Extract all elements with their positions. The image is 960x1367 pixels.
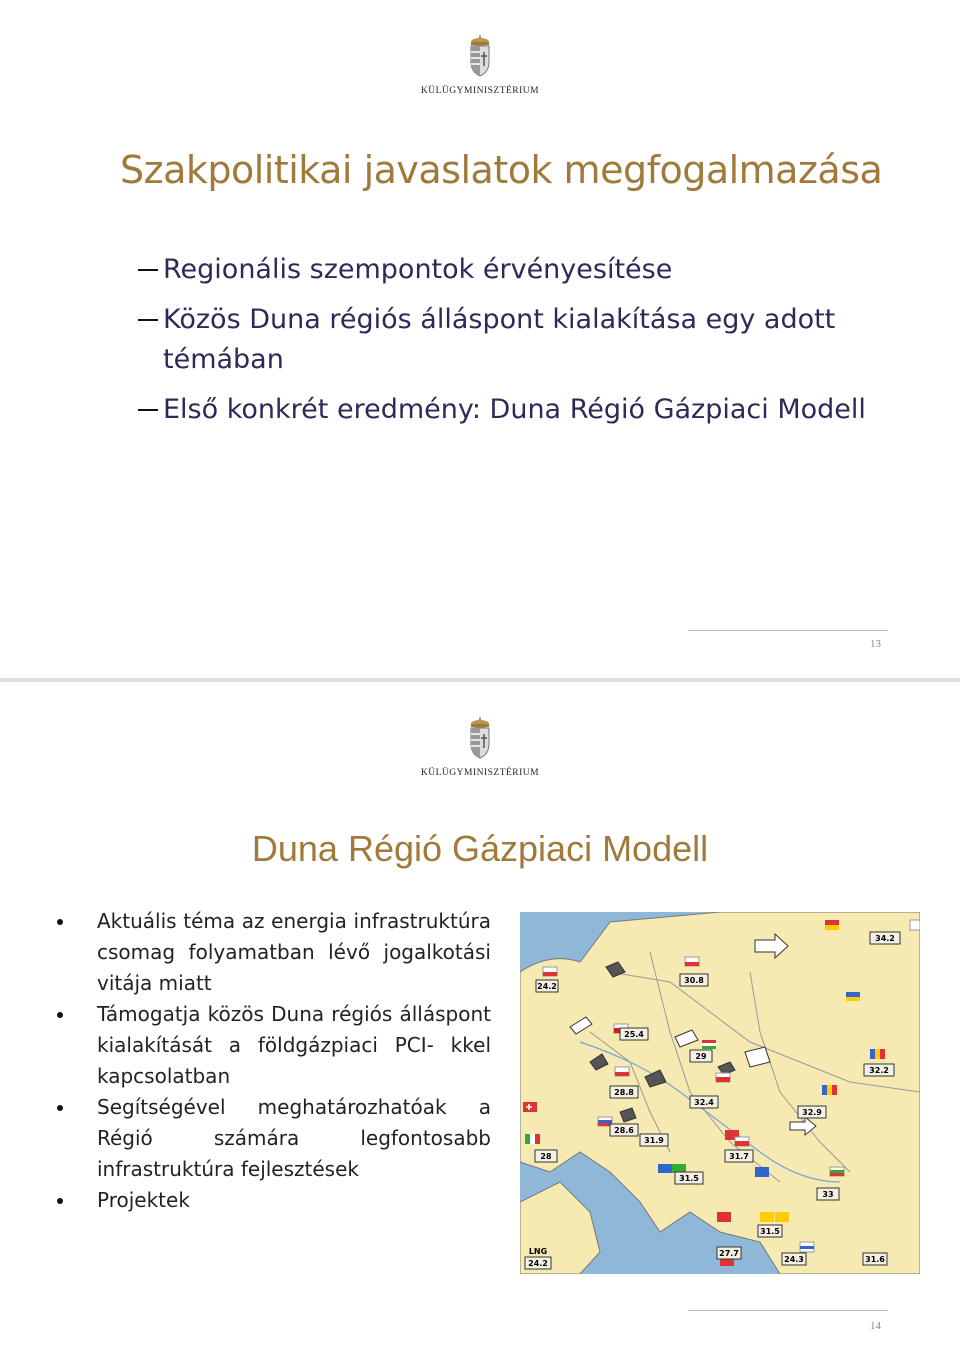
dash-bullet [138,269,158,271]
bullet-dot [57,1105,63,1111]
footer-line [688,630,888,631]
svg-text:29: 29 [695,1052,707,1061]
price-label [864,1064,894,1076]
price-label [817,1188,839,1200]
price-label [529,1247,547,1256]
footer-line [688,1310,888,1311]
price-label [610,1124,638,1136]
coat-of-arms-icon [468,32,492,78]
list-item: Regionális szempontok érvényesítése [138,250,878,290]
price-label [680,974,708,986]
svg-text:25.4: 25.4 [624,1030,644,1039]
price-label [798,1106,826,1118]
ministry-name: KÜLÜGYMINISZTÉRIUM [420,768,540,778]
list-item: Aktuális téma az energia infrastruktúra csomag folyamatban lévő jogalkotási vitája miatt [55,906,491,999]
page-number: 13 [870,638,881,650]
list-item: Segítségével meghatározhatóak a Régió számára legfontosabb infrastruktúra fejlesztések [55,1092,491,1185]
price-label [758,1225,782,1237]
slide-13 [0,0,960,676]
svg-text:27.7: 27.7 [719,1249,739,1258]
price-label [536,980,558,992]
dash-bullet [138,319,158,321]
gas-price-map [520,912,920,1274]
svg-text:24.3: 24.3 [784,1255,804,1264]
price-label [535,1150,557,1162]
list-item: Projektek [55,1185,491,1216]
svg-text:33: 33 [822,1190,834,1199]
price-label [717,1247,741,1259]
slide-divider [0,678,960,682]
price-label [782,1253,806,1265]
slide-title: Duna Régió Gázpiaci Modell [251,828,709,869]
bullet-dot [57,1012,63,1018]
svg-text:24.2: 24.2 [528,1259,548,1268]
bullet-list [55,906,491,1216]
price-label [863,1253,887,1265]
slide-title: Szakpolitikai javaslatok megfogalmazása [120,148,883,192]
svg-text:28.6: 28.6 [614,1126,634,1135]
price-label [675,1172,703,1184]
svg-text:34.2: 34.2 [875,934,895,943]
svg-text:31.5: 31.5 [679,1174,699,1183]
svg-text:31.7: 31.7 [729,1152,749,1161]
svg-text:LNG: LNG [528,1247,548,1256]
price-label [870,932,900,944]
price-label [640,1134,668,1146]
price-label [690,1050,712,1062]
svg-text:31.5: 31.5 [760,1227,780,1236]
price-label [610,1086,638,1098]
svg-text:28.8: 28.8 [614,1088,634,1097]
list-item: Közös Duna régiós álláspont kialakítása egy adott témában [138,300,878,380]
svg-text:31.9: 31.9 [644,1136,664,1145]
price-label [525,1257,551,1269]
svg-text:30.8: 30.8 [684,976,704,985]
page-number: 14 [870,1320,881,1332]
svg-text:32.9: 32.9 [802,1108,822,1117]
ministry-name: KÜLÜGYMINISZTÉRIUM [420,86,540,96]
price-label [690,1096,718,1108]
list-item: Támogatja közös Duna régiós álláspont kialakítását a földgázpiaci PCI- kkel kapcsolatban [55,999,491,1092]
svg-text:31.6: 31.6 [865,1255,885,1264]
svg-text:32.4: 32.4 [694,1098,714,1107]
bullet-dot [57,919,63,925]
svg-text:24.2: 24.2 [537,982,557,991]
slide-14 [0,684,960,1367]
svg-text:32.2: 32.2 [869,1066,889,1075]
bullet-dot [57,1198,63,1204]
list-item: Első konkrét eredmény: Duna Régió Gázpiaci Modell [138,390,878,430]
coat-of-arms-icon [468,714,492,760]
price-label [725,1150,753,1162]
dash-bullet [138,409,158,411]
svg-text:28: 28 [540,1152,552,1161]
price-label [620,1028,648,1040]
